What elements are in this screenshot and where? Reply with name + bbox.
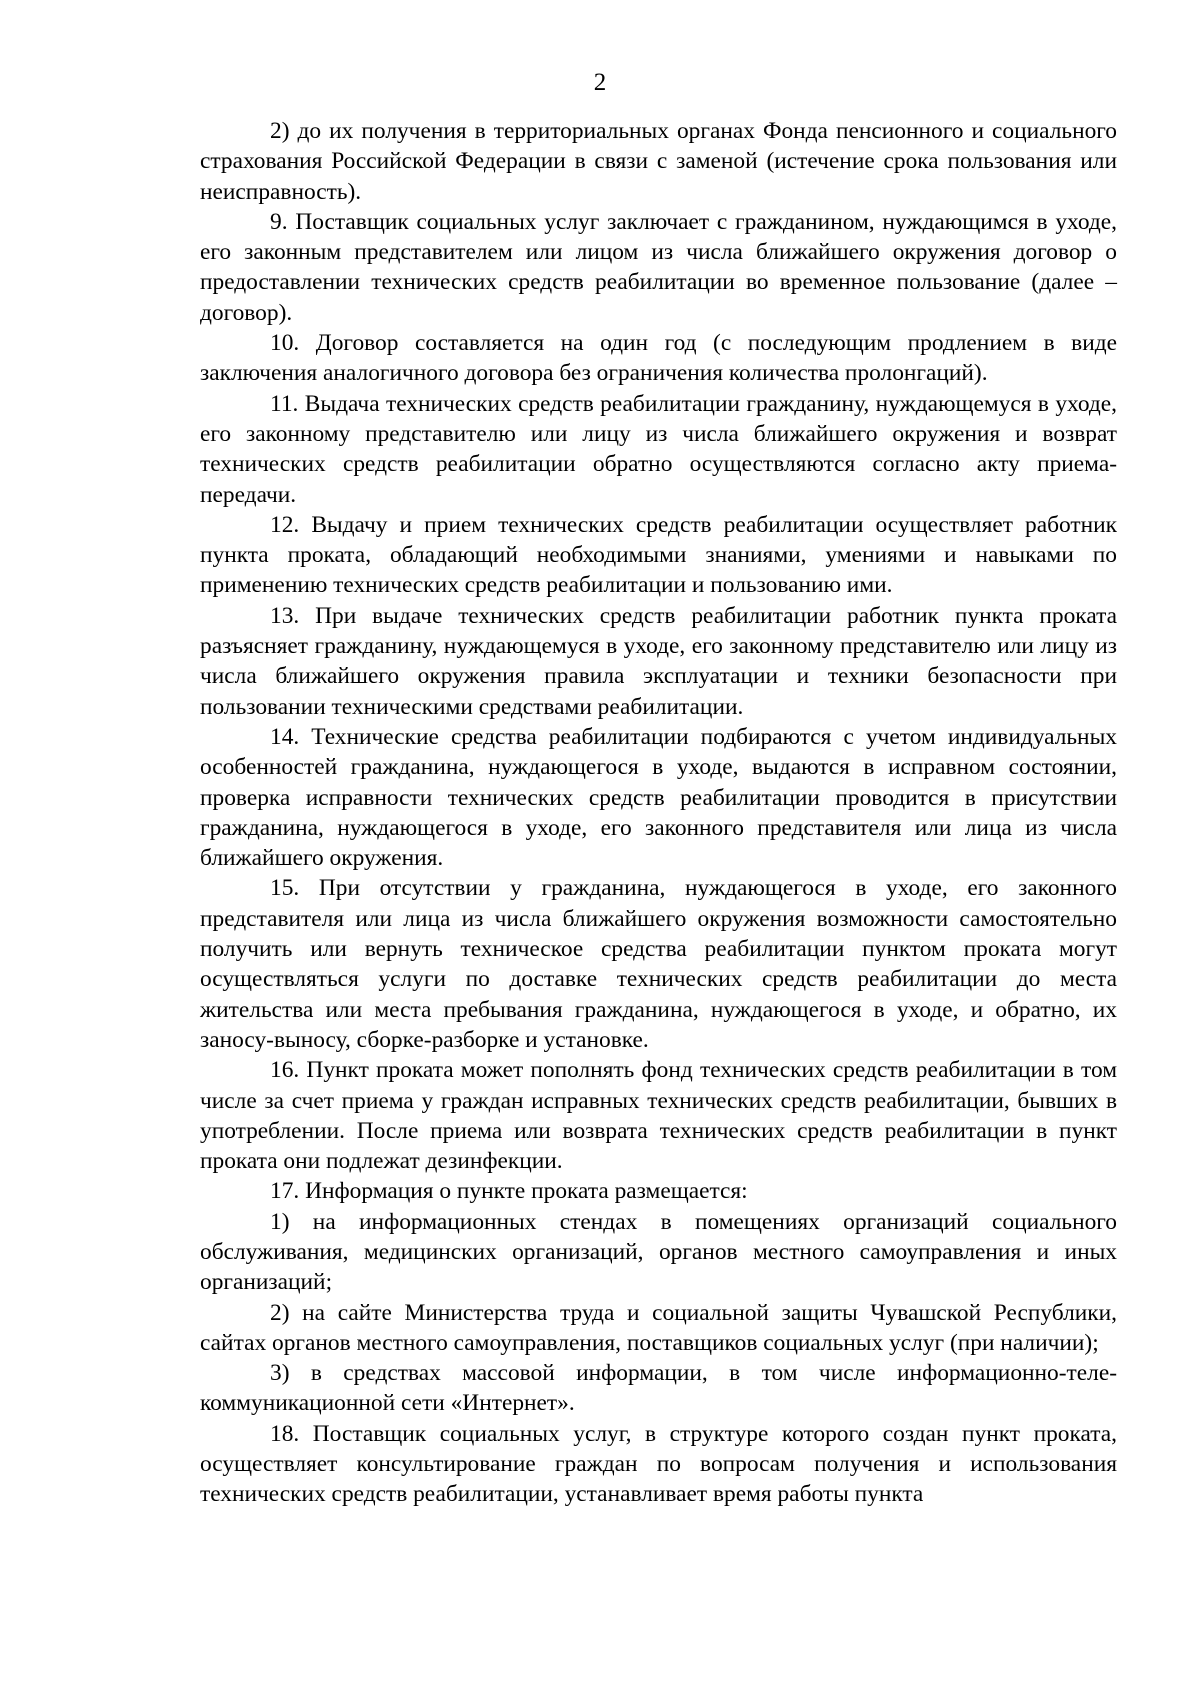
document-body [200, 116, 1117, 1510]
paragraph-13: 13. При выдаче технических средств реабилитации работник пункта проката разъясняет гражданину, нуждающемуся в уходе, его законному представителю или лицу из числа ближайшего окружения правила эксплуатации и техники безопасности при пользовании техническими средствами реабилитации. [200, 602, 1117, 720]
paragraph-17-item-2: 2) на сайте Министерства труда и социальной защиты Чувашской Республики, сайтах органов местного самоуправления, поставщиков социальных услуг (при наличии); [200, 1299, 1117, 1356]
paragraph-16: 16. Пункт проката может пополнять фонд технических средств реабилитации в том числе за счет приема у граждан исправных технических средств реабилитации, бывших в употреблении. После приема или возврата технических средств реабилитации в пункт проката они подлежат дезинфекции. [200, 1057, 1117, 1175]
paragraph-17-item-3: 3) в средствах массовой информации, в том числе информационно-телекоммуникационной сети «Интернет». [200, 1360, 1117, 1417]
page-number: 2 [593, 69, 607, 96]
paragraph-11: 11. Выдача технических средств реабилитации гражданину, нуждающемуся в уходе, его законному представителю или лицу из числа ближайшего окружения и возврат технических средств реабилитации обратно осуществляются согласно акту приема-передачи. [200, 390, 1117, 508]
paragraph-10: 10. Договор составляется на один год (с последующим продлением в виде заключения аналогичного договора без ограничения количества пролонгаций). [200, 330, 1117, 387]
paragraph-12: 12. Выдачу и прием технических средств реабилитации осуществляет работник пункта проката, обладающий необходимыми знаниями, умениями и навыками по применению технических средств реабилитации и пользованию ими. [200, 511, 1117, 599]
paragraph-17: 17. Информация о пункте проката размещается: [270, 1178, 748, 1205]
paragraph-15: 15. При отсутствии у гражданина, нуждающегося в уходе, его законного представителя или лица из числа ближайшего окружения возможности самостоятельно получить или вернуть техническое средства реабилитации пунктом проката могут осуществляться услуги по доставке технических средств реабилитации до места жительства или места пребывания гражданина, нуждающегося в уходе, и обратно, их заносу-выносу, сборке-разборке и установке. [200, 875, 1117, 1053]
paragraph-14: 14. Технические средства реабилитации подбираются с учетом индивидуальных особенностей гражданина, нуждающегося в уходе, выдаются в исправном состоянии, проверка исправности технических средств реабилитации проводится в присутствии гражданина, нуждающегося в уходе, его законного представителя или лица из числа ближайшего окружения. [200, 723, 1117, 872]
paragraph-item-2-continuation: 2) до их получения в территориальных органах Фонда пенсионного и социального страхования Российской Федерации в связи с заменой (истечение срока пользования или неисправность). [200, 118, 1117, 205]
paragraph-17-item-1: 1) на информационных стендах в помещениях организаций социального обслуживания, медицинских организаций, органов местного самоуправления и иных организаций; [200, 1208, 1117, 1296]
paragraph-9: 9. Поставщик социальных услуг заключает с гражданином, нуждающимся в уходе, его законным представителем или лицом из числа ближайшего окружения договор о предоставлении технических средств реабилитации во временное пользование (далее – договор). [200, 208, 1117, 326]
paragraph-18: 18. Поставщик социальных услуг, в структуре которого создан пункт проката, осуществляет консультирование граждан по вопросам получения и использования технических средств реабилитации, устанавливает время работы пункта [200, 1420, 1117, 1508]
